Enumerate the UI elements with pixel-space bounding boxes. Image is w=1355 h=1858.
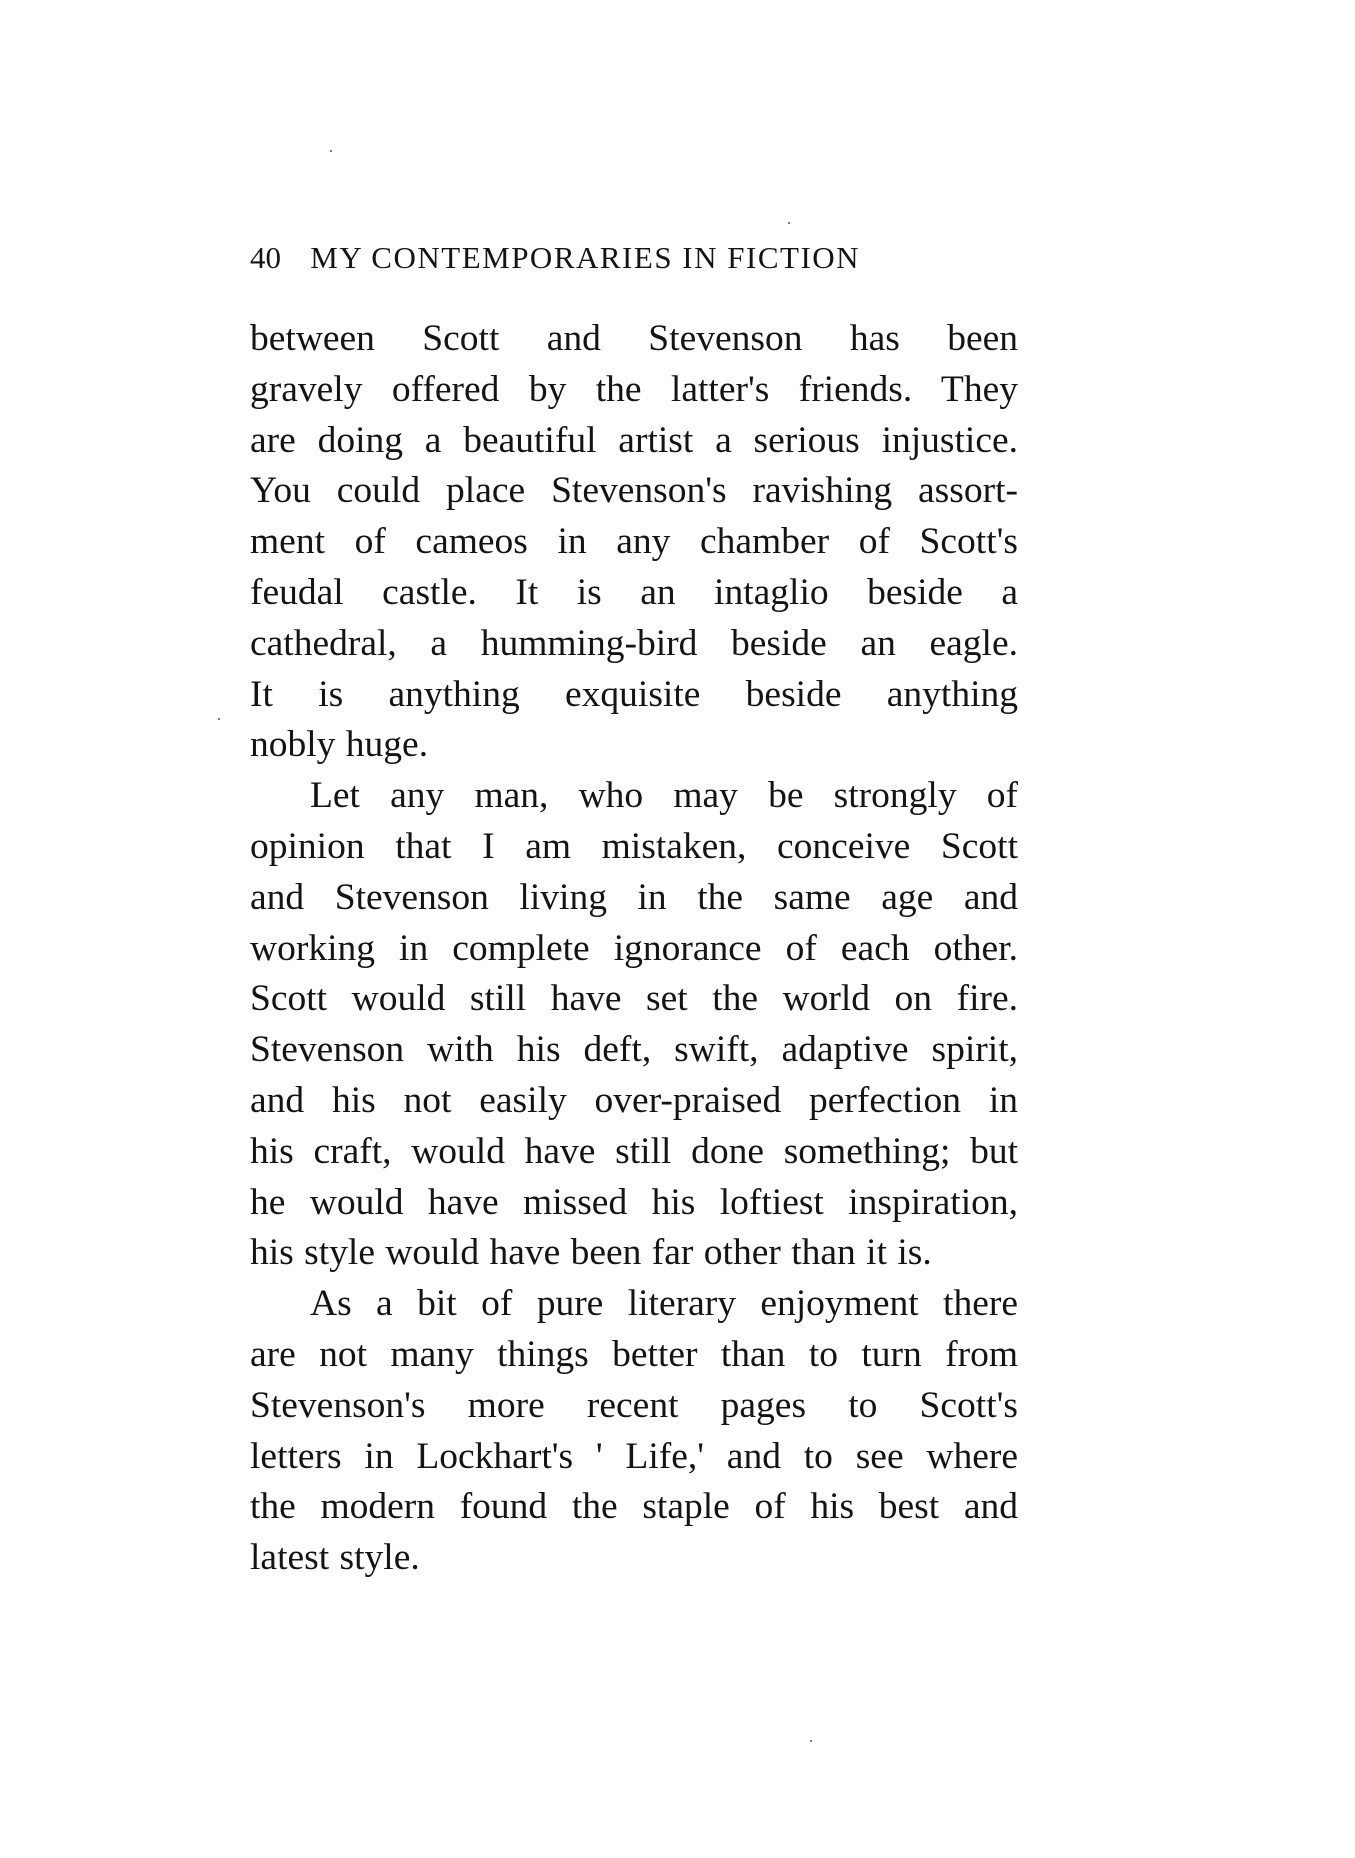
print-speck [810,1740,812,1742]
paragraph-3 [250,1279,1018,1584]
paragraph-2 [250,771,1018,1279]
text-line: gravely offered by the latter's friends. They [250,368,1018,410]
text-line: his craft, would have still done something; but [250,1130,1018,1172]
text-line: between Scott and Stevenson has been [250,318,1018,359]
text-line: working in complete ignorance of each other. [250,927,1018,969]
body-text [250,314,1018,1584]
text-line: nobly huge. [250,724,429,766]
print-speck [788,222,790,224]
paragraph-1 [250,314,1018,771]
text-line: letters in Lockhart's ' Life,' and to see where [250,1435,1018,1477]
text-line: Stevenson's more recent pages to Scott's [250,1384,1018,1426]
page-number: 40 [250,240,281,275]
text-line: ment of cameos in any chamber of Scott's [250,521,1018,563]
text-line: the modern found the staple of his best and [250,1486,1018,1528]
print-speck [330,150,332,152]
text-line: You could place Stevenson's ravishing assort- [250,470,1018,512]
text-line: Scott would still have set the world on fire. [250,978,1018,1020]
running-head [250,236,1010,280]
text-line: and his not easily over-praised perfection in [250,1079,1018,1121]
text-line: cathedral, a humming-bird beside an eagle. [250,622,1018,664]
text-line: are doing a beautiful artist a serious injustice. [250,419,1018,461]
text-line: his style would have been far other than it is. [250,1232,932,1274]
text-line: he would have missed his loftiest inspiration, [250,1181,1018,1223]
text-line: and Stevenson living in the same age and [250,876,1018,918]
running-title: MY CONTEMPORARIES IN FICTION [310,240,861,275]
text-line: Let any man, who may be strongly of [310,775,1018,817]
text-line: are not many things better than to turn from [250,1333,1018,1375]
text-line: Stevenson with his deft, swift, adaptive spirit, [250,1029,1018,1071]
text-line: latest style. [250,1537,420,1579]
text-line: It is anything exquisite beside anything [250,673,1018,715]
print-speck [218,718,220,720]
text-line: opinion that I am mistaken, conceive Scott [250,825,1018,867]
text-line: As a bit of pure literary enjoyment there [310,1283,1018,1325]
text-line: feudal castle. It is an intaglio beside a [250,571,1018,613]
